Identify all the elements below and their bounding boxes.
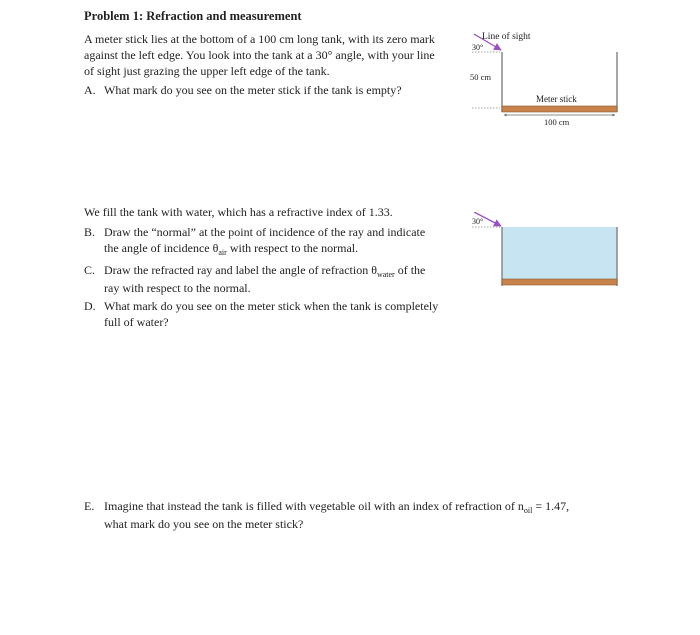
intro-line-2: against the left edge. You look into the tank at a 30° angle, with your line (84, 48, 435, 62)
question-d-line-2: full of water? (104, 315, 169, 329)
meter-stick-label: Meter stick (536, 94, 577, 104)
question-b-line-2: the angle of incidence $\theta_{air}$ with respect to the normal. (104, 241, 359, 257)
question-c (84, 262, 464, 294)
question-e-line-1: Imagine that instead the tank is filled with vegetable oil with an index of refraction of $n_{oil} = 1.47$, (104, 499, 570, 515)
water-fill (502, 227, 617, 281)
question-e (84, 498, 644, 530)
question-b-line-1: Draw the “normal” at the point of incidence of the ray and indicate (104, 225, 426, 239)
intro-line-1: A meter stick lies at the bottom of a 100 cm long tank, with its zero mark (84, 32, 435, 46)
problem-title: Problem 1: Refraction and measurement (84, 9, 302, 23)
question-a (84, 82, 464, 98)
line-of-sight-label: Line of sight (482, 32, 531, 42)
question-d-line-1: What mark do you see on the meter stick when the tank is completely (104, 299, 439, 313)
diagram-empty-tank (466, 26, 626, 130)
question-d-label: D. (84, 299, 96, 313)
question-d (84, 298, 464, 330)
angle-label-water: 30° (472, 217, 484, 226)
question-e-line-2: what mark do you see on the meter stick? (104, 517, 304, 531)
meter-stick (502, 106, 617, 112)
water-intro: We fill the tank with water, which has a refractive index of 1.33. (84, 205, 393, 219)
height-label: 50 cm (470, 72, 492, 82)
intro-line-3: of sight just grazing the upper left edge of the tank. (84, 64, 330, 78)
theta-air-subscript: air (218, 248, 227, 257)
question-c-line-1: Draw the refracted ray and label the angle of refraction $\theta_{water}$ of the (104, 263, 426, 279)
diagram-water-tank (466, 212, 626, 290)
question-a-label: A. (84, 83, 96, 97)
intro-paragraph (84, 31, 464, 79)
meter-stick-water (502, 279, 617, 285)
question-c-line-2: ray with respect to the normal. (104, 281, 251, 295)
question-b (84, 224, 464, 256)
angle-label-empty: 30° (472, 43, 484, 52)
question-a-text: What mark do you see on the meter stick if the tank is empty? (104, 83, 402, 97)
length-label: 100 cm (544, 117, 570, 127)
question-c-label: C. (84, 263, 96, 277)
n-oil-subscript: oil (523, 506, 533, 515)
question-b-label: B. (84, 225, 96, 239)
question-e-label: E. (84, 499, 95, 513)
theta-water-subscript: water (376, 270, 395, 279)
